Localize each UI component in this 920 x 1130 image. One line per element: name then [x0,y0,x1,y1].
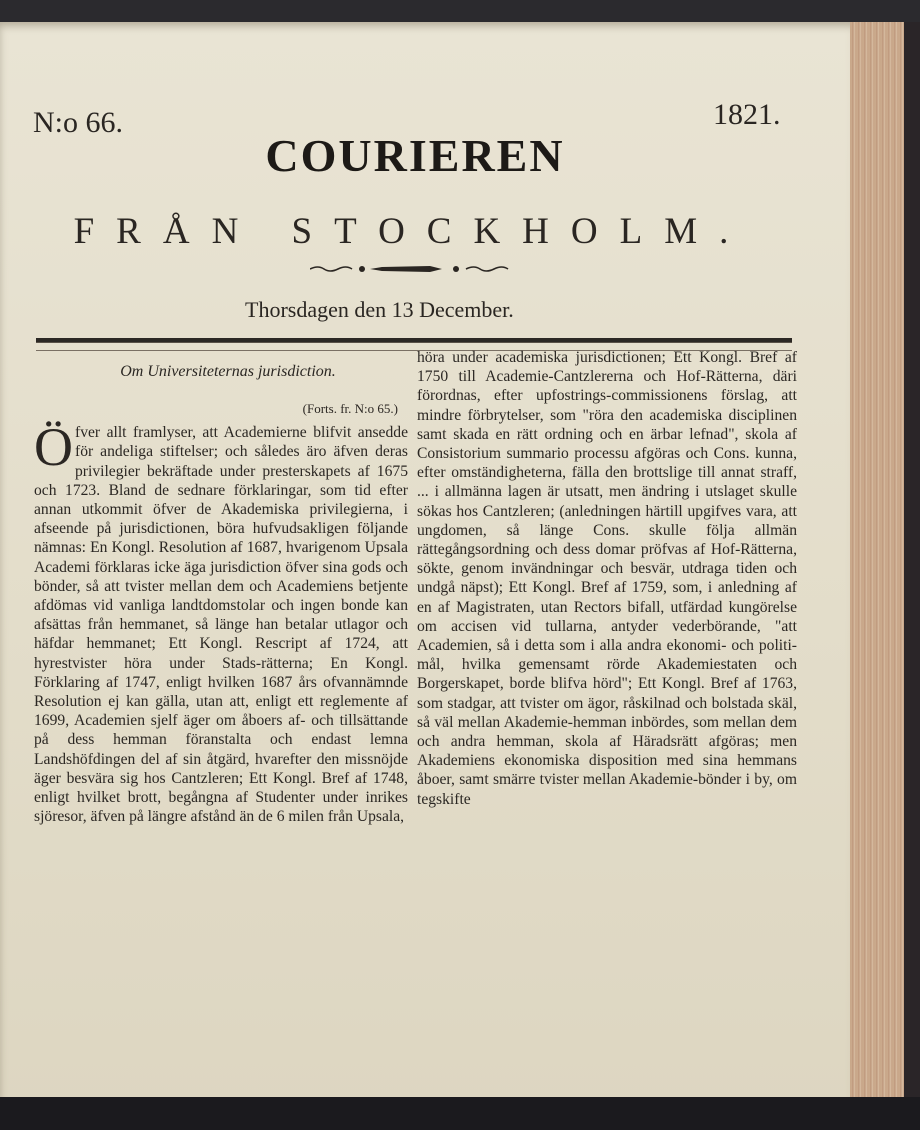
left-column-body: fver allt framlyser, att Academierne blifvit ansedde för andeliga stiftelser; och således äro äfven deras privilegier bekräftade under presterskapets af 1675 och 1723. Bland de sednare förklaringar, som tid efter annan utkommit öfver de Akademiska privilegierna, i afseende på jurisdictionen, böra hufvudsakligen följande nämnas: En Kongl. Resolution af 1687, hvarigenom Upsala Academi förklaras icke äga jurisdiction öfver sina gods och bönder, så att tvister mellan dem och Academiens betjente afdömas vid vanliga landtdomstolar och ingen bonde kan afsättas från hemmanet, så länge han betalar utlagor och häfdar hemmanet; Ett Kongl. Rescript af 1724, att hyrestvister höra under Stads-rätterna; En Kongl. Förklaring af 1747, enligt hvilken 1687 års ofvannämnde Resolution ej kan gälla, utan att, enligt ett reglemente af 1699, Academien sjelf äger om åboers af- och tillsättande på dess hemman föranstalta och endast lemna Landshöfdingen del af sin åtgärd, hvarefter den missnöjde äger besvära sig hos Cantzleren; Ett Kongl. Bref af 1748, enligt hvilket brott, begångna af Studenter under inrikes sjöresor, äfven på längre afstånd än de 6 milen från Upsala, [34,424,408,826]
article-paragraph-left [34,417,408,826]
article-column-right [417,348,797,809]
issue-dateline: Thorsdagen den 13 December. [245,297,514,322]
page-stack-edge [850,22,908,1102]
issue-year: 1821. [713,98,781,131]
article-heading: Om Universiteternas jurisdiction. [120,363,336,380]
scan-bottom-edge [0,1097,920,1130]
header-rule-thick [36,338,792,343]
drop-cap: Ö [34,417,73,478]
issue-number: N:o 66. [33,106,123,139]
scan-top-edge [0,0,920,22]
newspaper-page [0,22,862,1114]
book-cover-edge [904,22,920,1102]
masthead-ornament [310,262,510,276]
continuation-note: (Forts. fr. N:o 65.) [302,401,398,417]
newspaper-subtitle: FRÅN STOCKHOLM. [73,211,751,252]
newspaper-title: COURIEREN [265,130,565,181]
article-column-left [34,358,408,826]
right-column-body: höra under academiska jurisdictionen; Ett Kongl. Bref af 1750 till Academie-Cantzlererna och Hof-Rätterna, däri förordnas, efter upfostrings-commissionens förslag, att mindre förbrytelser, som "röra den academiska disciplinen samt skada en rätt ordning och en ärbar lefnad", skola af Consistorium summario processu afgöras och Cons. kunna, efter omständigheterna, fälla den brottslige till annat straff, ... i allmänna lagen är utsatt, men ändring i utslaget skulle sökas hos Cantzleren; (anledningen härtill upgifves vara, att ungdomen, så länge Cons. skulle följa allmän rättegångsordning och dess domar pröfvas af Hof-Rätterna, sökte, genom invändningar och besvär, utdraga tiden och undgå näpst); Ett Kongl. Bref af 1759, som, i anledning af en af Magistraten, utan Rectors bifall, utfärdad kungörelse om accisen vid tullarna, antyder vederbörande, "att Academien, så i detta som i alla andra ekonomi- och politi-mål, hvilka gemensamt rörde Akademiestaten och Borgerskapet, borde blifva hörd"; Ett Kongl. Bref af 1763, som stadgar, att tvister om ägor, råskilnad och bolstada skäl, så väl mellan Akademie-hemman inbördes, som mellan dem och andra hemman, skola af Häradsrätt afgöras; men Akademiens ekonomiska disposition med sina hemmans åboer, samt smärre tvister mellan Akademie-bönder i by, om tegskifte [417,349,797,808]
